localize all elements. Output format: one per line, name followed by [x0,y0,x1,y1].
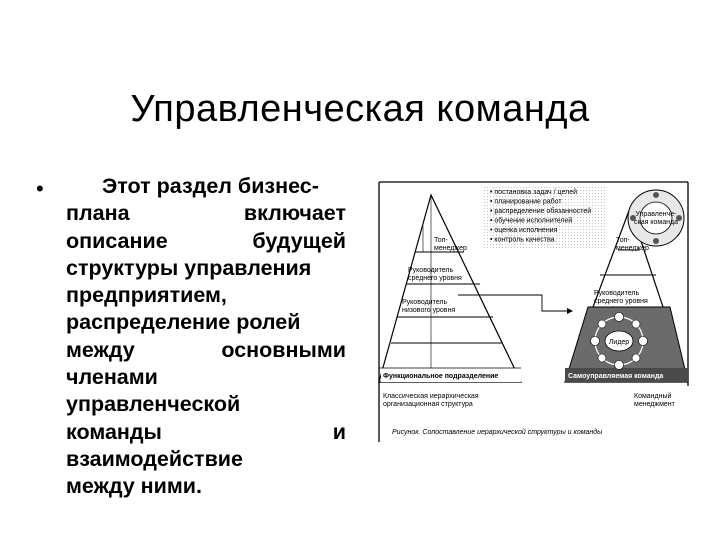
management-diagram [372,180,694,442]
bullet-text [66,173,346,501]
bullet-marker: • [36,176,44,201]
bullet-line: управленческой [66,392,241,417]
svg-text:Руководительсреднего уровня: Руководитель среднего уровня [594,290,648,305]
svg-text:Командныйменеджмент: Командный менеджмент [634,393,675,408]
figure-caption: Рисунок. Сопоставление иерархической структуры и команды [392,429,603,436]
responsibility-item: • распределение обязанностей [490,208,592,215]
responsibilities-list [484,186,606,248]
svg-text:Топ-менеджер: Топ-менеджер [616,237,649,252]
leader-label: Лидер [608,339,630,346]
svg-text:Топ-менеджер: Топ-менеджер [434,237,467,252]
responsibility-item: • постановка задач / целей [490,189,578,196]
bullet-line: описание будущей [66,228,346,253]
bullet-line: членами [66,365,158,390]
responsibility-item: • планирование работ [490,198,562,206]
left-base-label: Функциональное подразделение [383,373,499,380]
left-caption [383,393,479,408]
bullet-line: между основными [66,337,346,362]
bullet-line: распределение ролей [66,310,301,335]
responsibility-item: • контроль качества [490,236,555,244]
bullet-line: между ними. [66,474,202,499]
right-base-label: Самоуправляемая команда [568,373,664,380]
svg-text:Руководительсреднего уровня: Руководитель среднего уровня [408,267,462,282]
svg-text:Управленче-ская команда: Управленче-ская команда [634,211,678,226]
svg-text:Руководительнизового уровня: Руководитель низового уровня [402,299,456,314]
bullet-line: команды и [66,419,346,444]
connector-line [483,295,567,311]
bullet-line: предприятием, [66,283,227,308]
svg-text:Классическая иерархическаяорга: Классическая иерархическая организационная структура [383,393,479,408]
bullet-line: Этот раздел бизнес- [102,174,319,198]
responsibility-item: • обучение исполнителей [490,217,573,225]
leader-hub-icon [591,313,648,370]
slide-title: Управленческая команда [130,88,590,130]
bullet-line: плана включает [66,201,346,226]
diagram-svg [372,180,694,442]
management-team-label [634,211,678,226]
bullet-line: структуры управления [66,255,312,280]
bullet-line: взаимодействие [66,446,243,471]
responsibility-item: • оценка исполнения [490,227,558,234]
right-caption [634,392,676,408]
management-team-circle [628,190,684,246]
